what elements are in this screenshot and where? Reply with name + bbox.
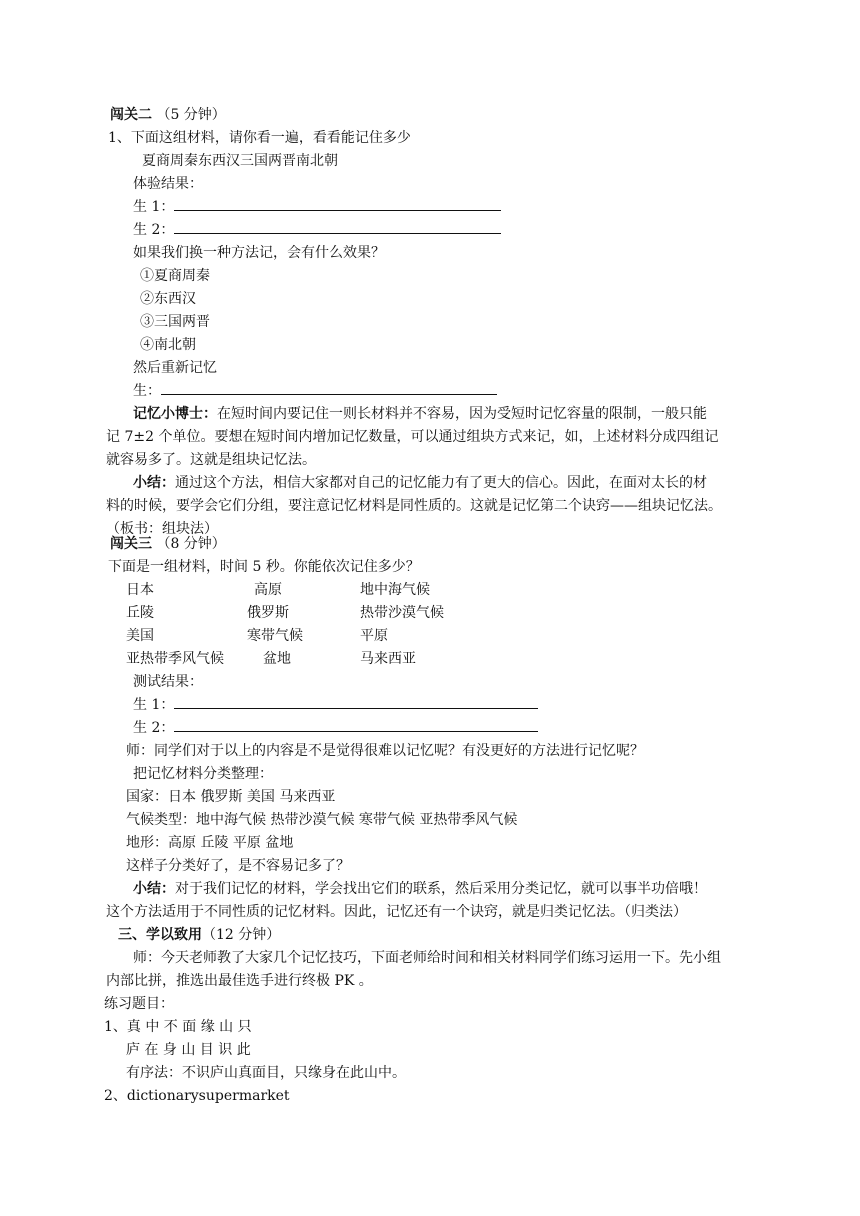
material-cell: 俄罗斯 — [247, 605, 289, 621]
student-1-line — [133, 694, 538, 716]
material-cell: 平原 — [360, 628, 388, 644]
material-cell: 马来西亚 — [360, 651, 416, 667]
material-cell: 美国 — [126, 628, 154, 644]
test-result-label: 测试结果： — [133, 674, 203, 690]
apply-teacher-line-1: 师：今天老师教了大家几个记忆技巧，下面老师给时间和相关材料同学们练习运用一下。先小组 — [133, 950, 721, 966]
dynasty-material: 夏商周秦东西汉三国两晋南北朝 — [142, 153, 338, 169]
exercise-1-ordered: 有序法：不识庐山真面目，只缘身在此山中。 — [126, 1065, 406, 1081]
section-2-time: （5 分钟） — [156, 107, 226, 123]
apply-heading — [118, 924, 280, 946]
category-terrain: 地形：高原 丘陵 平原 盆地 — [126, 835, 294, 851]
summary-3-line-2: 这个方法适用于不同性质的记忆材料。因此，记忆还有一个诀窍，就是归类记忆法。（归类法） — [106, 904, 687, 920]
student-2-label: 生 2： — [133, 720, 175, 736]
material-cell: 高原 — [254, 582, 282, 598]
student-1-line — [133, 196, 501, 218]
result-label: 体验结果： — [133, 176, 203, 192]
group-item: ①夏商周秦 — [140, 268, 210, 284]
teacher-question: 师：同学们对于以上的内容是不是觉得很难以记忆呢？有没更好的方法进行记忆呢？ — [126, 743, 644, 759]
section-3-title: 闯关三 — [110, 536, 152, 552]
summary-3-line-1 — [133, 878, 707, 900]
section-2-heading — [110, 104, 226, 126]
summary-2-line-1 — [133, 472, 707, 494]
material-cell: 地中海气候 — [360, 582, 430, 598]
question-1: 1、下面这组材料，请你看一遍，看看能记住多少 — [108, 130, 411, 146]
section-2-title: 闯关二 — [110, 107, 152, 123]
classify-heading: 把记忆材料分类整理： — [133, 766, 273, 782]
category-country: 国家：日本 俄罗斯 美国 马来西亚 — [126, 789, 336, 805]
answer-blank — [174, 196, 501, 211]
apply-teacher-line-2: 内部比拼，推选出最佳选手进行终极 PK 。 — [106, 973, 373, 989]
apply-title: 三、学以致用 — [118, 927, 202, 943]
summary-label: 小结： — [133, 881, 175, 897]
summary-2-line-2: 料的时候，要学会它们分组，要注意记忆材料是同性质的。这就是记忆第二个诀窍——组块记忆法。 — [106, 498, 722, 514]
student-2-line — [133, 219, 501, 241]
section-3-intro: 下面是一组材料，时间 5 秒。你能依次记住多少？ — [108, 559, 420, 575]
section-3-heading — [110, 533, 226, 555]
material-cell: 日本 — [126, 582, 154, 598]
summary-label: 小结： — [133, 475, 175, 491]
memory-tip-line-1 — [133, 403, 707, 425]
summary-2-line-3: （板书：组块法） — [106, 521, 218, 537]
exercise-1-line-1: 1、真 中 不 面 缘 山 只 — [104, 1019, 252, 1035]
material-cell: 亚热带季风气候 — [126, 651, 224, 667]
answer-blank — [174, 219, 501, 234]
material-cell: 丘陵 — [126, 605, 154, 621]
memory-tip-line-3: 就容易多了。这就是组块记忆法。 — [106, 452, 316, 468]
rememorize-text: 然后重新记忆 — [133, 360, 217, 376]
exercise-label: 练习题目： — [104, 996, 174, 1012]
group-item: ③三国两晋 — [140, 314, 210, 330]
group-item: ②东西汉 — [140, 291, 196, 307]
exercise-2: 2、dictionarysupermarket — [104, 1088, 290, 1104]
method-question: 如果我们换一种方法记，会有什么效果？ — [133, 245, 385, 261]
student-2-label: 生 2： — [133, 222, 175, 238]
section-3-time: （8 分钟） — [156, 536, 226, 552]
student-label: 生： — [133, 383, 161, 399]
memory-tip-line-2: 记 7±2 个单位。要想在短时间内增加记忆数量，可以通过组块方式来记，如，上述材料分成四组记 — [106, 429, 719, 445]
easier-question: 这样子分类好了，是不容易记多了？ — [126, 858, 350, 874]
category-climate: 气候类型：地中海气候 热带沙漠气候 寒带气候 亚热带季风气候 — [126, 812, 518, 828]
student-1-label: 生 1： — [133, 697, 175, 713]
student-1-label: 生 1： — [133, 199, 175, 215]
answer-blank — [174, 694, 538, 709]
material-cell: 热带沙漠气候 — [360, 605, 444, 621]
summary-text: 对于我们记忆的材料，学会找出它们的联系，然后采用分类记忆，就可以事半功倍哦！ — [175, 881, 707, 897]
summary-text: 通过这个方法，相信大家都对自己的记忆能力有了更大的信心。因此，在面对太长的材 — [175, 475, 707, 491]
material-cell: 寒带气候 — [247, 628, 303, 644]
memory-tip-label: 记忆小博士： — [133, 406, 217, 422]
exercise-1-line-2: 庐 在 身 山 目 识 此 — [126, 1042, 251, 1058]
group-item: ④南北朝 — [140, 337, 196, 353]
material-cell: 盆地 — [263, 651, 291, 667]
student-2-line — [133, 717, 538, 739]
student-line — [133, 380, 497, 402]
memory-tip-text: 在短时间内要记住一则长材料并不容易，因为受短时记忆容量的限制，一般只能 — [217, 406, 707, 422]
answer-blank — [174, 717, 538, 732]
apply-time: （12 分钟） — [202, 927, 281, 943]
answer-blank — [161, 380, 497, 395]
